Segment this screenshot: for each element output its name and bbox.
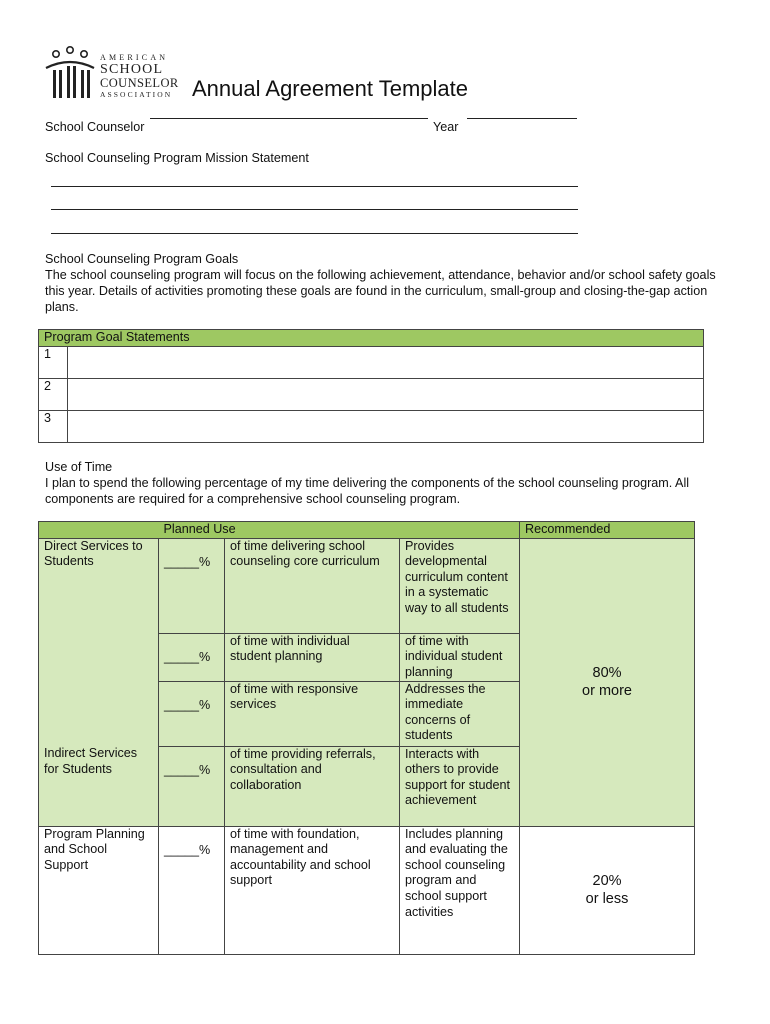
mission-line-2[interactable] [51, 209, 578, 210]
direct-services-label: Direct Services to Students [39, 538, 159, 746]
component-description: of time with responsive services [225, 681, 400, 746]
counselor-input-line[interactable] [150, 118, 428, 119]
goal-statement-cell[interactable] [68, 379, 704, 411]
component-note: Includes planning and evaluating the school counseling program and school support activities [400, 826, 520, 954]
asca-figures-icon [44, 46, 98, 100]
mission-line-1[interactable] [51, 186, 578, 187]
component-note: of time with individual student planning [400, 633, 520, 681]
goal-row [39, 411, 704, 443]
logo-line-association: ASSOCIATION [100, 89, 173, 99]
time-description: I plan to spend the following percentage of my time delivering the components of the school counseling program. All components are required for a comprehensive school counseling program. [45, 476, 690, 506]
component-note: Interacts with others to provide support for student achievement [400, 746, 520, 826]
recommended-planning-value: 20% [592, 873, 622, 890]
component-description: of time with individual student planning [225, 633, 400, 681]
component-note: Provides developmental curriculum content in a systematic way to all students [400, 538, 520, 633]
indirect-services-label: Indirect Services for Students [39, 746, 159, 826]
component-description: of time with foundation, management and accountability and school support [225, 826, 400, 954]
planned-use-header: Planned Use [159, 522, 520, 539]
component-description: of time providing referrals, consultation and collaboration [225, 746, 400, 826]
recommended-planning-qualifier: or less [585, 891, 629, 908]
asca-logo [44, 46, 184, 102]
goal-statement-cell[interactable] [68, 411, 704, 443]
percent-blank[interactable]: _____% [159, 826, 225, 954]
percent-blank[interactable]: _____% [159, 681, 225, 746]
recommended-direct-value: 80% [592, 665, 622, 682]
logo-wordmark [100, 54, 179, 98]
goal-number: 3 [39, 411, 68, 443]
component-description: of time delivering school counseling core curriculum [225, 538, 400, 633]
goal-statement-cell[interactable] [68, 347, 704, 379]
goals-description: The school counseling program will focus on the following achievement, attendance, behavior and/or school safety goals this year. Details of activities promoting these goals are found in the curriculum, small-group and closing-the-gap action plans. [45, 268, 716, 314]
mission-line-3[interactable] [51, 233, 578, 234]
recommended-direct [520, 538, 695, 826]
goal-row [39, 347, 704, 379]
use-of-time-table [38, 521, 695, 955]
percent-blank[interactable]: _____% [159, 633, 225, 681]
counselor-label: School Counselor [45, 120, 145, 134]
recommended-planning [520, 826, 695, 954]
logo-line-american: AMERICAN [100, 53, 169, 62]
percent-blank[interactable]: _____% [159, 538, 225, 633]
goal-number: 2 [39, 379, 68, 411]
page-title: Annual Agreement Template [192, 76, 468, 101]
recommended-direct-qualifier: or more [582, 683, 632, 700]
recommended-header: Recommended [520, 522, 695, 539]
time-header-blank [39, 522, 159, 539]
mission-label: School Counseling Program Mission Statement [45, 151, 309, 165]
goals-heading: School Counseling Program Goals [45, 252, 239, 266]
goal-row [39, 379, 704, 411]
component-note: Addresses the immediate concerns of students [400, 681, 520, 746]
percent-blank[interactable]: _____% [159, 746, 225, 826]
goal-number: 1 [39, 347, 68, 379]
year-label: Year [433, 120, 459, 134]
program-planning-label: Program Planning and School Support [39, 826, 159, 954]
goal-table-header: Program Goal Statements [39, 330, 704, 347]
year-input-line[interactable] [467, 118, 577, 119]
logo-line-counselor: COUNSELOR [100, 76, 179, 90]
time-heading: Use of Time [45, 460, 113, 474]
logo-line-school: SCHOOL [100, 62, 164, 77]
goal-statements-table [38, 329, 704, 443]
